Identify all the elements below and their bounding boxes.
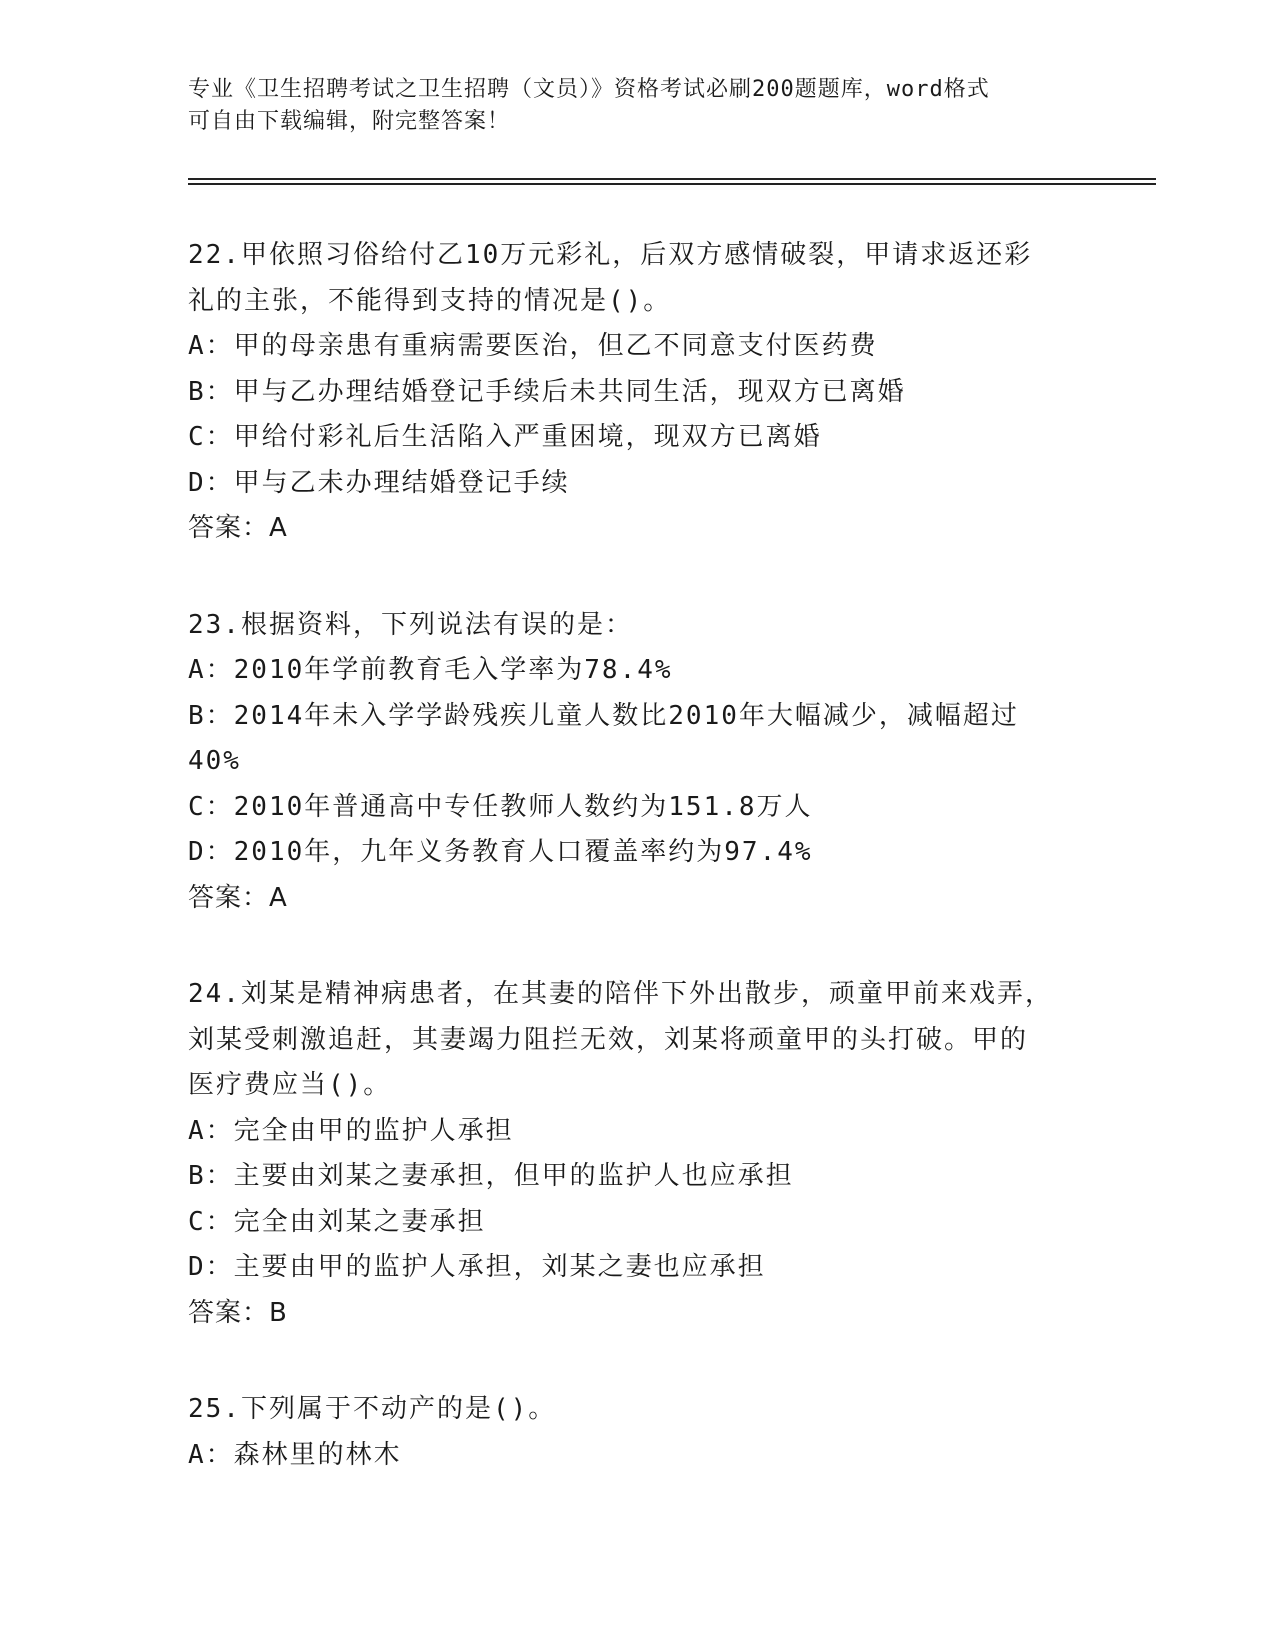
question-22 <box>188 233 1068 552</box>
header-divider <box>188 183 1156 185</box>
option-b: B：甲与乙办理结婚登记手续后未共同生活，现双方已离婚 <box>188 376 906 407</box>
option-a: A：森林里的林木 <box>188 1439 402 1470</box>
header-divider <box>188 178 1156 180</box>
question-stem: 24.刘某是精神病患者，在其妻的陪伴下外出散步，顽童甲前来戏弄， <box>188 979 1053 1009</box>
option-a: A：完全由甲的监护人承担 <box>188 1115 514 1146</box>
question-25 <box>188 1387 1068 1478</box>
header-line: 可自由下载编辑，附完整答案！ <box>188 109 511 134</box>
answer: 答案：A <box>188 882 288 913</box>
option-b: B：主要由刘某之妻承担，但甲的监护人也应承担 <box>188 1161 794 1191</box>
option-d: D：甲与乙未办理结婚登记手续 <box>188 467 570 498</box>
option-b: B：2014年未入学学龄残疾儿童人数比2010年大幅减少，减幅超过 <box>188 700 1019 731</box>
question-stem: 刘某受刺激追赶，其妻竭力阻拦无效，刘某将顽童甲的头打破。甲的 <box>188 1024 1029 1055</box>
question-24 <box>188 972 1068 1336</box>
question-stem: 医疗费应当()。 <box>188 1070 392 1100</box>
header-line: 专业《卫生招聘考试之卫生招聘（文员）》资格考试必刷200题题库，word格式 <box>188 77 990 102</box>
question-stem: 礼的主张，不能得到支持的情况是()。 <box>188 285 672 316</box>
question-stem: 22.甲依照习俗给付乙10万元彩礼，后双方感情破裂，甲请求返还彩 <box>188 240 1033 270</box>
option-a: A：甲的母亲患有重病需要医治，但乙不同意支付医药费 <box>188 331 878 361</box>
question-23 <box>188 603 1068 922</box>
option-c: C：完全由刘某之妻承担 <box>188 1206 486 1237</box>
question-stem: 25.下列属于不动产的是()。 <box>188 1394 557 1424</box>
document-header <box>188 74 1088 138</box>
option-b-continued: 40% <box>188 746 241 776</box>
option-d: D：主要由甲的监护人承担，刘某之妻也应承担 <box>188 1252 766 1282</box>
option-c: C：2010年普通高中专任教师人数约为151.8万人 <box>188 791 813 822</box>
question-list <box>188 233 1068 1529</box>
option-d: D：2010年，九年义务教育人口覆盖率约为97.4% <box>188 837 813 867</box>
answer: 答案：B <box>188 1297 288 1328</box>
option-c: C：甲给付彩礼后生活陷入严重困境，现双方已离婚 <box>188 422 822 452</box>
question-stem: 23.根据资料，下列说法有误的是： <box>188 609 633 640</box>
option-a: A：2010年学前教育毛入学率为78.4% <box>188 655 673 685</box>
answer: 答案：A <box>188 513 288 543</box>
